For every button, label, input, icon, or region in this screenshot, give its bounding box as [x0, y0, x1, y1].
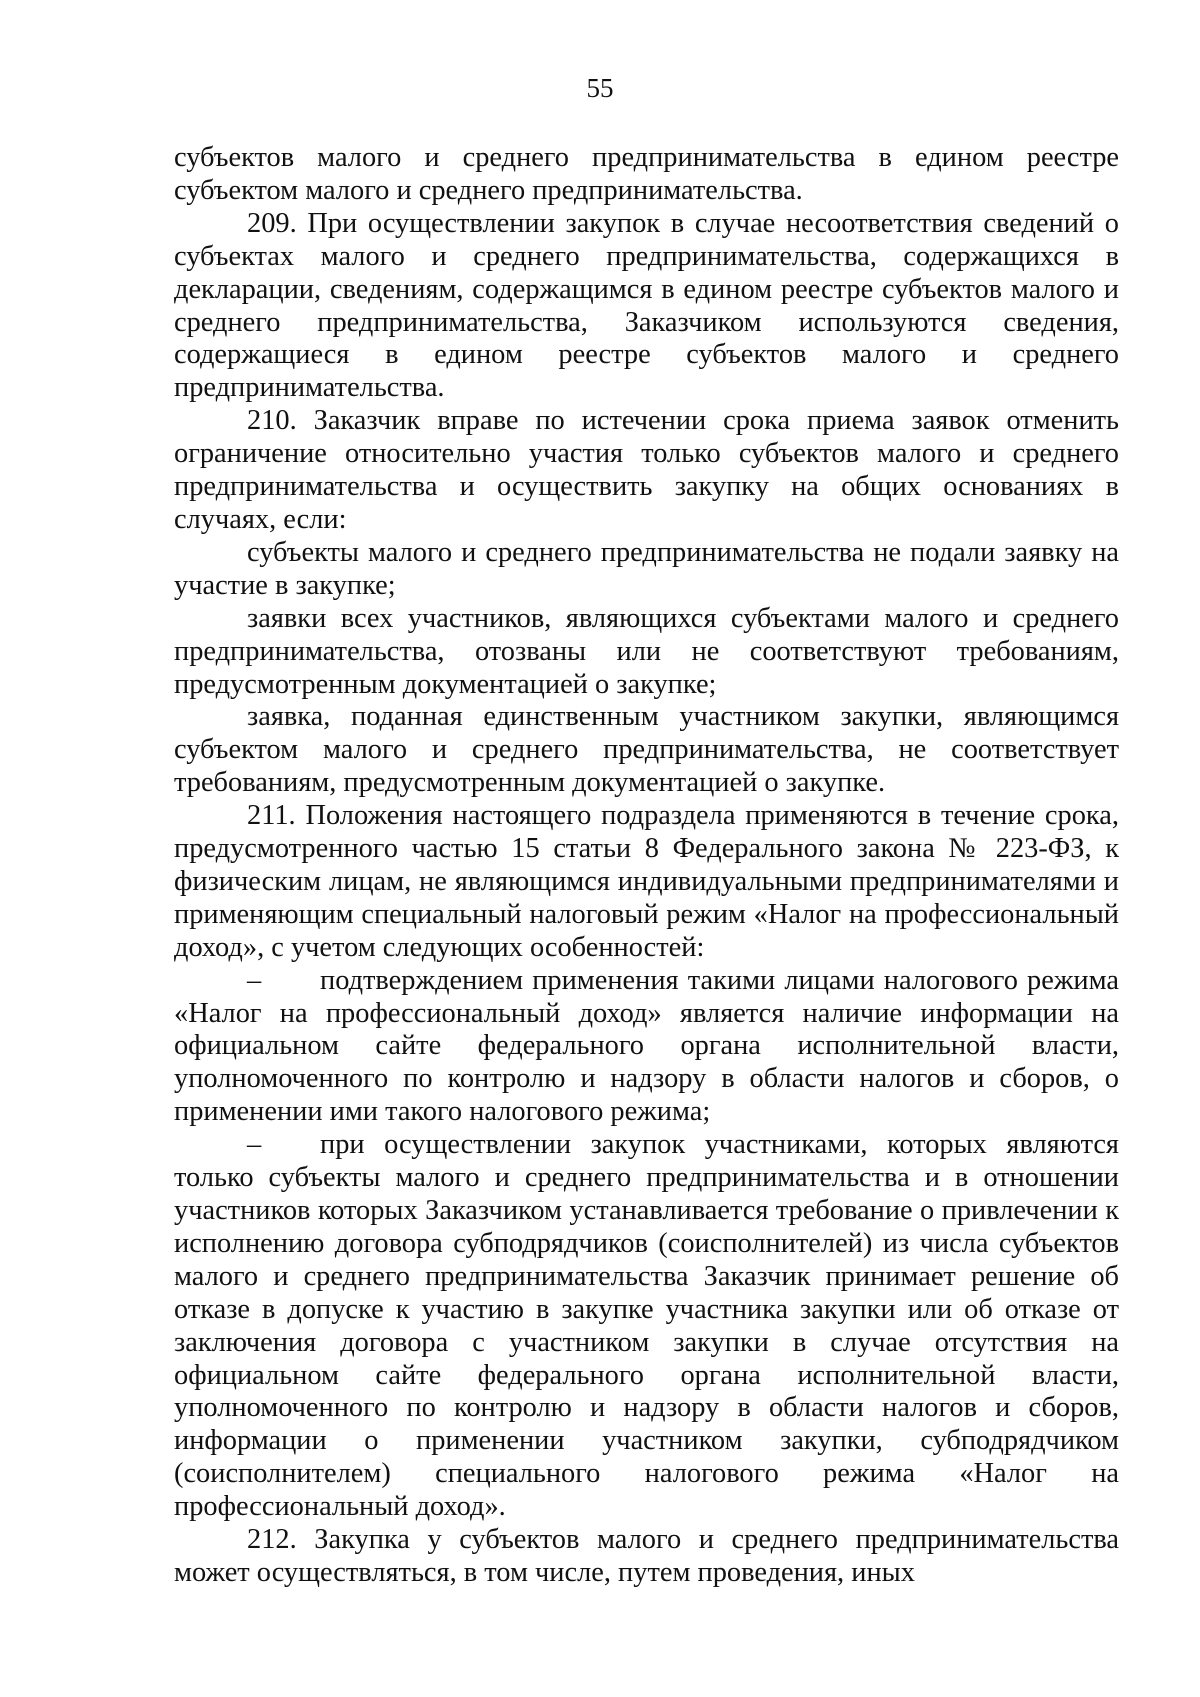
paragraph-211-dash-2 — [174, 1129, 1119, 1524]
paragraph-211-dash-1 — [174, 965, 1119, 1130]
paragraph-209: 209. При осуществлении закупок в случае несоответствия сведений о субъектах малого и среднего предпринимательства, содержащихся в декларации, сведениям, содержащимся в едином реестре субъектов малого и среднего предпринимательства, Заказчиком используются сведения, содержащиеся в едином реестре субъектов малого и среднего предпринимательства. — [174, 207, 1119, 404]
paragraph-continuation: субъектов малого и среднего предпринимательства в едином реестре субъектом малого и среднего предпринимательства. — [174, 142, 1119, 206]
paragraph-211: 211. Положения настоящего подраздела применяются в течение срока, предусмотренного частью 15 статьи 8 Федерального закона № 223-ФЗ, к физическим лицам, не являющимся индивидуальными предпринимателями и применяющим специальный налоговый режим «Налог на профессиональный доход», с учетом следующих особенностей: — [174, 800, 1119, 963]
page-number: 55 — [586, 73, 614, 103]
dash-marker: – — [247, 1129, 262, 1161]
paragraph-210-case-3: заявка, поданная единственным участником закупки, являющимся субъектом малого и среднего предпринимательства, не соответствует требованиям, предусмотренным документацией о закупке. — [174, 701, 1119, 799]
paragraph-210-case-1: субъекты малого и среднего предпринимательства не подали заявку на участие в закупке; — [174, 536, 1119, 601]
dash-item-text: при осуществлении закупок участниками, которых являются только субъекты малого и среднего предпринимательства и в отношении участников которых Заказчиком устанавливается требование о привлечении к исполнению договора субподрядчиков (соисполнителей) из числа субъектов малого и среднего предпринимательства Заказчик принимает решение об отказе в допуске к участию в закупке участника закупки или об отказе от заключения договора с участником закупки в случае отсутствия на официальном сайте федерального органа исполнительной власти, уполномоченного по контролю и надзору в области налогов и сборов, информации о применении участником закупки, субподрядчиком (соисполнителем) специального налогового режима «Налог на профессиональный доход». — [174, 1129, 1119, 1523]
paragraph-210: 210. Заказчик вправе по истечении срока приема заявок отменить ограничение относительно участия только субъектов малого и среднего предпринимательства и осуществить закупку на общих основаниях в случаях, если: — [174, 405, 1119, 535]
dash-item-text: подтверждением применения такими лицами налогового режима «Налог на профессиональный доход» является наличие информации на официальном сайте федерального органа исполнительной власти, уполномоченного по контролю и надзору в области налогов и сборов, о применении ими такого налогового режима; — [174, 964, 1119, 1128]
paragraph-210-case-2: заявки всех участников, являющихся субъектами малого и среднего предпринимательства, отозваны или не соответствуют требованиям, предусмотренным документацией о закупке; — [174, 602, 1119, 700]
dash-marker: – — [247, 964, 262, 996]
document-body — [174, 142, 1119, 1590]
paragraph-212: 212. Закупка у субъектов малого и среднего предпринимательства может осуществляться, в том числе, путем проведения, иных — [174, 1524, 1119, 1588]
